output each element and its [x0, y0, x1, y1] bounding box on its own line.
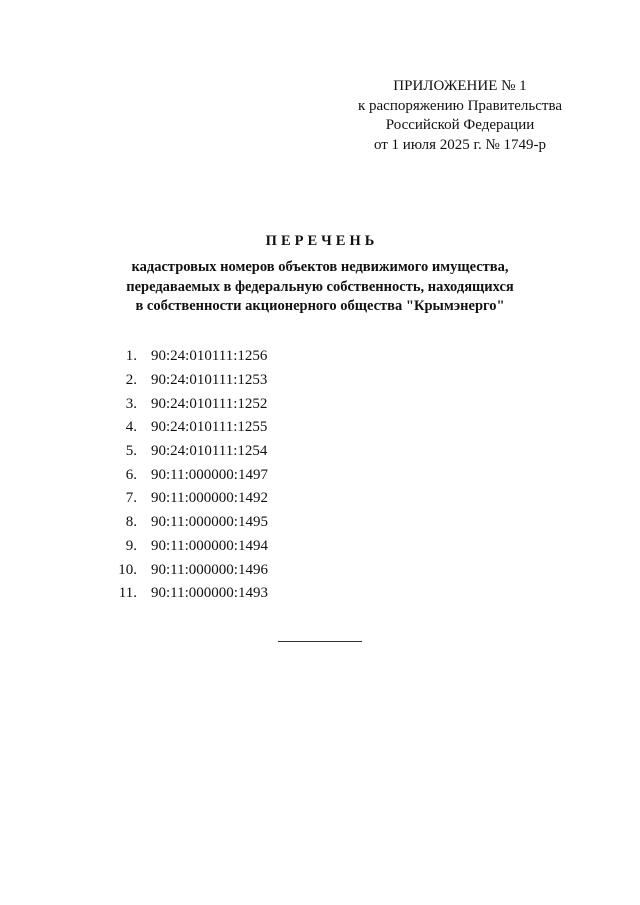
- list-item: [110, 582, 268, 606]
- list-item: [110, 463, 268, 487]
- appendix-block: [340, 77, 580, 155]
- cadastral-number: 90:11:000000:1495: [151, 514, 268, 531]
- end-separator: [278, 641, 362, 642]
- item-number: 4.: [125, 419, 137, 436]
- item-number: 3.: [125, 395, 137, 412]
- item-number: 10.: [118, 561, 137, 578]
- cadastral-number: 90:24:010111:1253: [151, 372, 268, 389]
- list-item: [110, 511, 268, 535]
- item-number: 7.: [125, 490, 137, 507]
- cadastral-number: 90:11:000000:1492: [151, 490, 268, 507]
- subtitle-line-1: кадастровых номеров объектов недвижимого имущества,: [131, 259, 509, 275]
- appendix-government: Российской Федерации: [385, 117, 535, 133]
- list-item: [110, 558, 268, 582]
- subtitle-line-2: передаваемых в федеральную собственность, находящихся: [126, 278, 514, 295]
- appendix-reference: к распоряжению Правительства: [357, 97, 562, 114]
- list-item: [110, 535, 268, 559]
- cadastral-number: 90:11:000000:1497: [151, 466, 268, 483]
- subtitle-line-3: в собственности акционерного общества "Крымэнерго": [135, 298, 505, 314]
- list-item: [110, 345, 268, 369]
- appendix-date: от 1 июля 2025 г. № 1749-р: [373, 136, 547, 153]
- cadastral-number: 90:11:000000:1493: [151, 585, 268, 602]
- document-subtitle: [0, 258, 640, 317]
- document-title: ПЕРЕЧЕНЬ: [265, 233, 379, 249]
- list-item: [110, 369, 268, 393]
- item-number: 6.: [125, 466, 137, 483]
- appendix-number: ПРИЛОЖЕНИЕ № 1: [393, 78, 527, 94]
- item-number: 8.: [125, 514, 137, 531]
- cadastral-number: 90:24:010111:1252: [151, 395, 268, 412]
- item-number: 11.: [118, 585, 137, 602]
- item-number: 5.: [125, 443, 137, 460]
- cadastral-number: 90:11:000000:1496: [151, 561, 268, 578]
- cadastral-number: 90:24:010111:1255: [151, 419, 268, 436]
- list-item: [110, 487, 268, 511]
- item-number: 9.: [125, 537, 137, 554]
- cadastral-number: 90:11:000000:1494: [151, 537, 268, 554]
- cadastral-number: 90:24:010111:1256: [151, 348, 268, 365]
- list-item: [110, 392, 268, 416]
- item-number: 2.: [125, 372, 137, 389]
- list-item: [110, 440, 268, 464]
- item-number: 1.: [125, 348, 137, 365]
- list-item: [110, 416, 268, 440]
- cadastral-number-list: [110, 345, 268, 606]
- cadastral-number: 90:24:010111:1254: [151, 443, 268, 460]
